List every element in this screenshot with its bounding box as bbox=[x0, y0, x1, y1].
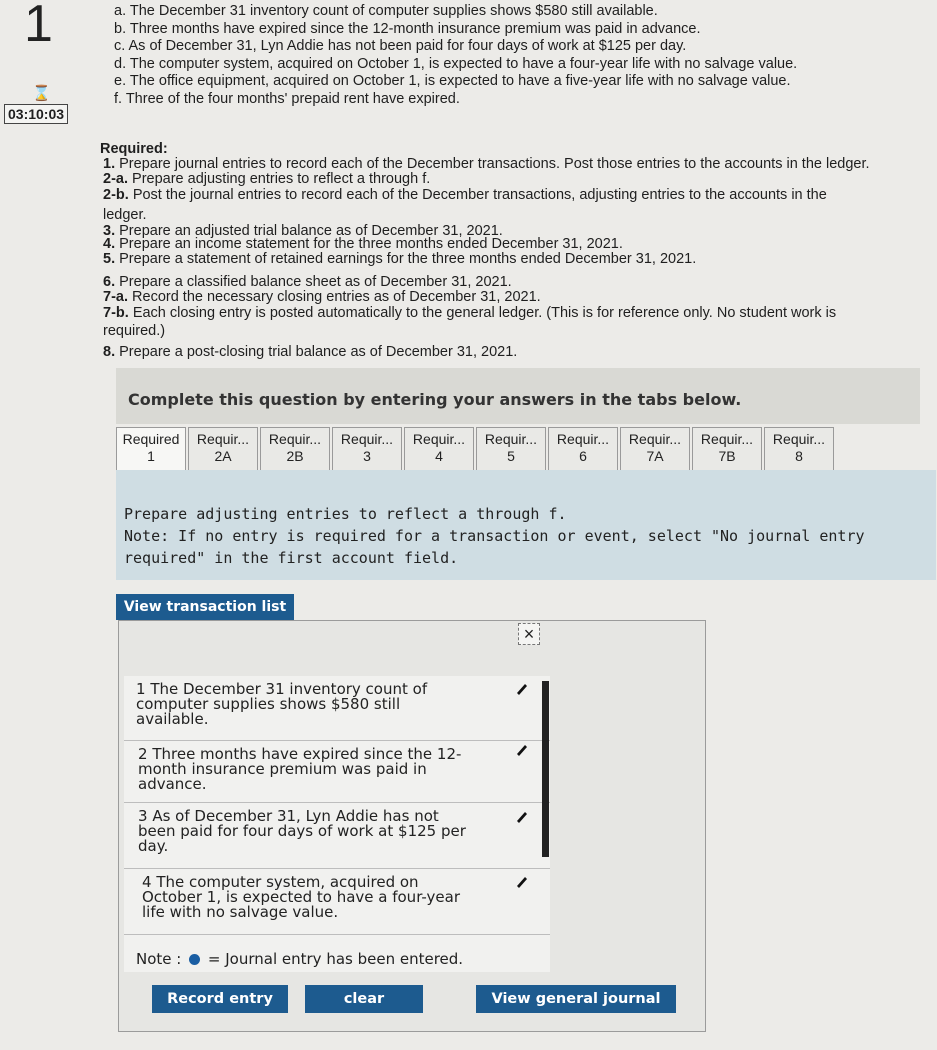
scrollbar[interactable] bbox=[542, 681, 549, 857]
required-item: 7-a. Record the necessary closing entries as of December 31, 2021. bbox=[103, 289, 541, 305]
hourglass-icon: ⌛ bbox=[32, 85, 51, 102]
transaction-e: e. The office equipment, acquired on October 1, is expected to have a five-year life with no salvage value. bbox=[114, 73, 791, 90]
question-number: 1 bbox=[24, 0, 53, 53]
instructions-note: Note: If no entry is required for a transaction or event, select "No journal entry required" in the first account field. bbox=[124, 527, 865, 567]
edit-pencil-icon[interactable] bbox=[514, 741, 530, 757]
clear-button[interactable]: clear bbox=[305, 985, 423, 1013]
required-item: 6. Prepare a classified balance sheet as of December 31, 2021. bbox=[103, 274, 512, 290]
transaction-row-2[interactable]: 2 Three months have expired since the 12-month insurance premium was paid in advance. bbox=[124, 740, 550, 803]
required-tabs bbox=[116, 427, 836, 471]
required-item: required.) bbox=[103, 323, 166, 339]
timer: 03:10:03 bbox=[4, 104, 68, 124]
transaction-d: d. The computer system, acquired on October 1, is expected to have a four-year life with no salvage value. bbox=[114, 55, 798, 72]
required-heading: Required: bbox=[100, 141, 168, 157]
tab-required-3[interactable]: Requir... 3 bbox=[332, 427, 402, 471]
transaction-row-1[interactable]: 1 The December 31 inventory count of computer supplies shows $580 still available. bbox=[136, 680, 428, 728]
instructions-text bbox=[124, 503, 914, 569]
tab-required-4[interactable]: Requir... 4 bbox=[404, 427, 474, 471]
tab-required-1[interactable]: Required 1 bbox=[116, 427, 186, 471]
required-item: 2-b. Post the journal entries to record each of the December transactions, adjusting entries to the accounts in the bbox=[103, 187, 827, 203]
required-item: 2-a. Prepare adjusting entries to reflect a through f. bbox=[103, 171, 431, 187]
view-general-journal-button[interactable]: View general journal bbox=[476, 985, 676, 1013]
tab-required-6[interactable]: Requir... 6 bbox=[548, 427, 618, 471]
tab-required-7b[interactable]: Requir... 7B bbox=[692, 427, 762, 471]
edit-pencil-icon[interactable] bbox=[514, 873, 530, 889]
close-icon[interactable]: × bbox=[518, 623, 540, 645]
entered-dot-icon bbox=[189, 954, 200, 965]
required-item: 5. Prepare a statement of retained earnings for the three months ended December 31, 2021. bbox=[103, 251, 697, 267]
transaction-f: f. Three of the four months' prepaid rent have expired. bbox=[114, 90, 460, 107]
transaction-a: a. The December 31 inventory count of computer supplies shows $580 still available. bbox=[114, 3, 658, 19]
required-item: 3. Prepare an adjusted trial balance as of December 31, 2021. bbox=[103, 223, 503, 239]
required-item: 4. Prepare an income statement for the three months ended December 31, 2021. bbox=[103, 236, 623, 252]
tab-required-2a[interactable]: Requir... 2A bbox=[188, 427, 258, 471]
transaction-description-list bbox=[114, 3, 797, 109]
transaction-row-4[interactable]: 4 The computer system, acquired on October 1, is expected to have a four-year life with no salvage value. bbox=[124, 868, 550, 935]
journal-entered-note: Note : = Journal entry has been entered. bbox=[136, 950, 464, 968]
transaction-b: b. Three months have expired since the 12-month insurance premium was paid in advance. bbox=[114, 20, 701, 37]
required-item: 7-b. Each closing entry is posted automatically to the general ledger. (This is for reference only. No student work is bbox=[103, 305, 837, 321]
required-item: 1. Prepare journal entries to record each of the December transactions. Post those entries to the accounts in the ledger. bbox=[103, 156, 870, 172]
tab-required-8[interactable]: Requir... 8 bbox=[764, 427, 834, 471]
record-entry-button[interactable]: Record entry bbox=[152, 985, 288, 1013]
transaction-row-3[interactable]: 3 As of December 31, Lyn Addie has not been paid for four days of work at $125 per day. bbox=[124, 802, 550, 869]
edit-pencil-icon[interactable] bbox=[514, 808, 530, 824]
tab-required-2b[interactable]: Requir... 2B bbox=[260, 427, 330, 471]
tab-required-7a[interactable]: Requir... 7A bbox=[620, 427, 690, 471]
view-transaction-list-button[interactable]: View transaction list bbox=[116, 594, 294, 620]
edit-pencil-icon[interactable] bbox=[514, 680, 530, 696]
instructions-line: Prepare adjusting entries to reflect a through f. bbox=[124, 505, 567, 523]
panel-title: Complete this question by entering your answers in the tabs below. bbox=[128, 390, 742, 409]
transaction-c: c. As of December 31, Lyn Addie has not been paid for four days of work at $125 per day. bbox=[114, 38, 687, 55]
required-item: ledger. bbox=[103, 207, 147, 223]
tab-required-5[interactable]: Requir... 5 bbox=[476, 427, 546, 471]
required-item: 8. Prepare a post-closing trial balance as of December 31, 2021. bbox=[103, 344, 518, 360]
